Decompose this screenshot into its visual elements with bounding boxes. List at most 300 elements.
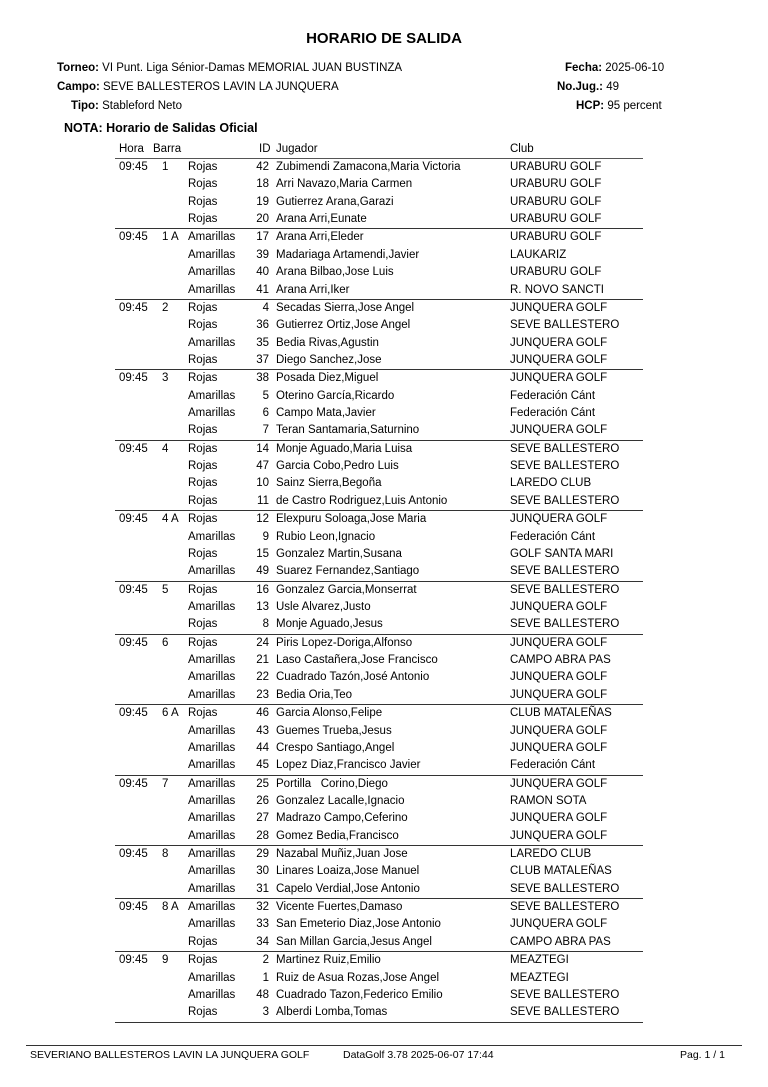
table-row (115, 159, 643, 176)
tee-cell: Rojas (188, 935, 218, 948)
tee-cell: Amarillas (188, 654, 236, 667)
barra-cell: 8 A (162, 901, 179, 914)
club-cell: SEVE BALLESTERO (510, 460, 620, 473)
tee-cell: Rojas (188, 178, 218, 191)
id-cell: 25 (256, 777, 269, 790)
id-cell: 14 (256, 442, 269, 455)
tee-cell: Amarillas (188, 971, 236, 984)
table-row (115, 300, 643, 317)
club-cell: JUNQUERA GOLF (510, 636, 608, 649)
table-row (115, 282, 643, 299)
barra-cell: 6 (162, 636, 169, 649)
table-row (115, 934, 643, 951)
id-cell: 36 (256, 319, 269, 332)
club-cell: URABURU GOLF (510, 178, 602, 191)
nojug-value: 49 (606, 81, 619, 93)
tee-cell: Rojas (188, 707, 218, 720)
tee-group (115, 846, 643, 899)
col-club: Club (510, 143, 534, 155)
tee-cell: Amarillas (188, 389, 236, 402)
player-name-cell: Monje Aguado,Maria Luisa (276, 442, 413, 455)
id-cell: 17 (256, 231, 269, 244)
id-cell: 18 (256, 178, 269, 191)
tee-cell: Amarillas (188, 530, 236, 543)
player-name-cell: Laso Castañera,Jose Francisco (276, 654, 438, 667)
table-row (115, 776, 643, 793)
tee-cell: Amarillas (188, 248, 236, 261)
table-row (115, 405, 643, 422)
tee-group (115, 705, 643, 775)
hora-cell: 09:45 (119, 161, 148, 173)
table-row (115, 599, 643, 616)
player-name-cell: Campo Mata,Javier (276, 407, 376, 420)
barra-cell: 1 A (162, 231, 179, 244)
club-cell: JUNQUERA GOLF (510, 688, 608, 701)
id-cell: 48 (256, 988, 269, 1001)
tee-cell: Amarillas (188, 565, 236, 578)
tee-cell: Amarillas (188, 336, 236, 349)
tee-cell: Amarillas (188, 865, 236, 878)
table-row (115, 194, 643, 211)
tee-cell: Amarillas (188, 918, 236, 931)
club-cell: SEVE BALLESTERO (510, 1006, 620, 1019)
barra-cell: 2 (162, 301, 169, 314)
club-cell: Federación Cánt (510, 389, 596, 402)
hcp-value: 95 percent (607, 100, 662, 112)
player-name-cell: Cuadrado Tazón,José Antonio (276, 671, 430, 684)
id-cell: 24 (256, 636, 269, 649)
table-row (115, 441, 643, 458)
player-name-cell: Alberdi Lomba,Tomas (276, 1006, 388, 1019)
id-cell: 49 (256, 565, 269, 578)
tee-cell: Amarillas (188, 829, 236, 842)
id-cell: 29 (256, 848, 269, 861)
table-row (115, 352, 643, 369)
player-name-cell: Crespo Santiago,Angel (276, 741, 395, 754)
tee-cell: Amarillas (188, 882, 236, 895)
barra-cell: 7 (162, 777, 169, 790)
club-cell: SEVE BALLESTERO (510, 583, 620, 596)
table-header (115, 142, 643, 159)
player-name-cell: Gonzalez Martin,Susana (276, 547, 402, 560)
table-row (115, 475, 643, 492)
table-row (115, 810, 643, 827)
id-cell: 44 (256, 741, 269, 754)
hora-cell: 09:45 (119, 513, 148, 526)
player-name-cell: Gutierrez Arana,Garazi (276, 195, 394, 208)
table-row (115, 740, 643, 757)
table-row (115, 757, 643, 774)
club-cell: LAREDO CLUB (510, 848, 592, 861)
id-cell: 31 (256, 882, 269, 895)
club-cell: JUNQUERA GOLF (510, 372, 608, 385)
tee-cell: Amarillas (188, 283, 236, 296)
col-hora: Hora (119, 143, 144, 155)
player-name-cell: Madrazo Campo,Ceferino (276, 812, 408, 825)
tee-cell: Rojas (188, 301, 218, 314)
footer-divider (26, 1045, 742, 1046)
club-cell: LAREDO CLUB (510, 477, 592, 490)
club-cell: CAMPO ABRA PAS (510, 935, 611, 948)
tee-cell: Amarillas (188, 741, 236, 754)
tee-cell: Rojas (188, 372, 218, 385)
table-row (115, 422, 643, 439)
club-cell: URABURU GOLF (510, 195, 602, 208)
barra-cell: 9 (162, 954, 169, 967)
club-cell: Federación Cánt (510, 530, 596, 543)
id-cell: 9 (262, 530, 269, 543)
tee-cell: Amarillas (188, 600, 236, 613)
table-row (115, 176, 643, 193)
tee-cell: Rojas (188, 477, 218, 490)
tee-group (115, 952, 643, 1022)
table-row (115, 863, 643, 880)
table-row (115, 687, 643, 704)
table-row (115, 987, 643, 1004)
tee-cell: Rojas (188, 547, 218, 560)
start-times-table (115, 142, 643, 1023)
player-name-cell: Suarez Fernandez,Santiago (276, 565, 420, 578)
table-row (115, 705, 643, 722)
club-cell: Federación Cánt (510, 407, 596, 420)
tee-cell: Rojas (188, 353, 218, 366)
nojug-line (557, 81, 619, 93)
campo-line (57, 81, 339, 93)
player-name-cell: Vicente Fuertes,Damaso (276, 901, 403, 914)
tipo-line (71, 100, 182, 112)
club-cell: JUNQUERA GOLF (510, 336, 608, 349)
barra-cell: 3 (162, 372, 169, 385)
campo-label: Campo: (57, 81, 100, 93)
tee-cell: Rojas (188, 583, 218, 596)
tee-cell: Rojas (188, 460, 218, 473)
id-cell: 47 (256, 460, 269, 473)
barra-cell: 4 A (162, 513, 179, 526)
hora-cell: 09:45 (119, 301, 148, 314)
barra-cell: 6 A (162, 707, 179, 720)
player-name-cell: Cuadrado Tazon,Federico Emilio (276, 988, 443, 1001)
id-cell: 46 (256, 707, 269, 720)
table-row (115, 635, 643, 652)
player-name-cell: Gonzalez Lacalle,Ignacio (276, 794, 405, 807)
tee-group (115, 899, 643, 952)
player-name-cell: Oterino García,Ricardo (276, 389, 395, 402)
tee-group (115, 441, 643, 511)
tee-group (115, 229, 643, 299)
player-name-cell: Arana Arri,Eleder (276, 231, 364, 244)
id-cell: 19 (256, 195, 269, 208)
tee-cell: Amarillas (188, 724, 236, 737)
id-cell: 15 (256, 547, 269, 560)
club-cell: GOLF SANTA MARI (510, 547, 614, 560)
hora-cell: 09:45 (119, 583, 148, 596)
table-row (115, 458, 643, 475)
tee-cell: Rojas (188, 954, 218, 967)
hora-cell: 09:45 (119, 231, 148, 244)
fecha-value: 2025-06-10 (605, 62, 665, 74)
id-cell: 20 (256, 213, 269, 226)
club-cell: JUNQUERA GOLF (510, 829, 608, 842)
club-cell: CAMPO ABRA PAS (510, 654, 611, 667)
id-cell: 42 (256, 161, 269, 173)
hora-cell: 09:45 (119, 901, 148, 914)
tee-cell: Rojas (188, 424, 218, 437)
club-cell: URABURU GOLF (510, 231, 602, 244)
player-name-cell: Arri Navazo,Maria Carmen (276, 178, 413, 191)
player-name-cell: Garcia Alonso,Felipe (276, 707, 383, 720)
player-name-cell: Secadas Sierra,Jose Angel (276, 301, 415, 314)
id-cell: 1 (262, 971, 269, 984)
id-cell: 22 (256, 671, 269, 684)
tee-group (115, 159, 643, 229)
club-cell: URABURU GOLF (510, 213, 602, 226)
col-id: ID (259, 143, 271, 155)
id-cell: 37 (256, 353, 269, 366)
id-cell: 34 (256, 935, 269, 948)
table-row (115, 916, 643, 933)
fecha-label: Fecha: (565, 62, 603, 74)
id-cell: 10 (256, 477, 269, 490)
table-row (115, 370, 643, 387)
tee-cell: Amarillas (188, 777, 236, 790)
hora-cell: 09:45 (119, 777, 148, 790)
table-row (115, 970, 643, 987)
club-cell: SEVE BALLESTERO (510, 882, 620, 895)
club-cell: JUNQUERA GOLF (510, 600, 608, 613)
player-name-cell: Gomez Bedia,Francisco (276, 829, 399, 842)
table-row (115, 828, 643, 845)
tee-group (115, 582, 643, 635)
id-cell: 35 (256, 336, 269, 349)
hora-cell: 09:45 (119, 954, 148, 967)
club-cell: SEVE BALLESTERO (510, 319, 620, 332)
torneo-line (57, 62, 402, 74)
table-row (115, 846, 643, 863)
player-name-cell: Gutierrez Ortiz,Jose Angel (276, 319, 411, 332)
tee-group (115, 776, 643, 846)
player-name-cell: San Emeterio Diaz,Jose Antonio (276, 918, 441, 931)
club-cell: RAMON SOTA (510, 794, 587, 807)
tee-group (115, 370, 643, 440)
player-name-cell: Monje Aguado,Jesus (276, 618, 383, 631)
footer-center: DataGolf 3.78 2025-06-07 17:44 (343, 1049, 494, 1061)
tipo-value: Stableford Neto (102, 100, 183, 112)
tee-cell: Rojas (188, 636, 218, 649)
player-name-cell: Nazabal Muñiz,Juan Jose (276, 848, 408, 861)
player-name-cell: Martinez Ruiz,Emilio (276, 954, 381, 967)
nojug-label: No.Jug.: (557, 81, 603, 93)
table-row (115, 952, 643, 969)
barra-cell: 5 (162, 583, 169, 596)
club-cell: SEVE BALLESTERO (510, 901, 620, 914)
tee-cell: Rojas (188, 513, 218, 526)
hora-cell: 09:45 (119, 707, 148, 720)
tee-cell: Rojas (188, 161, 218, 173)
player-name-cell: Madariaga Artamendi,Javier (276, 248, 420, 261)
club-cell: JUNQUERA GOLF (510, 812, 608, 825)
id-cell: 7 (262, 424, 269, 437)
id-cell: 26 (256, 794, 269, 807)
campo-value: SEVE BALLESTEROS LAVIN LA JUNQUERA (103, 81, 339, 93)
club-cell: JUNQUERA GOLF (510, 301, 608, 314)
club-cell: JUNQUERA GOLF (510, 741, 608, 754)
table-row (115, 229, 643, 246)
player-name-cell: de Castro Rodriguez,Luis Antonio (276, 494, 448, 507)
groups-list (115, 159, 643, 1023)
table-row (115, 881, 643, 898)
player-name-cell: Bedia Oria,Teo (276, 688, 353, 701)
id-cell: 38 (256, 372, 269, 385)
tee-cell: Rojas (188, 213, 218, 226)
club-cell: JUNQUERA GOLF (510, 353, 608, 366)
player-name-cell: Arana Bilbao,Jose Luis (276, 266, 394, 279)
barra-cell: 4 (162, 442, 169, 455)
player-name-cell: Bedia Rivas,Agustin (276, 336, 379, 349)
table-row (115, 317, 643, 334)
table-row (115, 652, 643, 669)
col-barra: Barra (153, 143, 182, 155)
player-name-cell: Piris Lopez-Doriga,Alfonso (276, 636, 413, 649)
id-cell: 6 (262, 407, 269, 420)
club-cell: MEAZTEGI (510, 954, 569, 967)
id-cell: 23 (256, 688, 269, 701)
id-cell: 39 (256, 248, 269, 261)
hcp-line (576, 100, 662, 112)
club-cell: SEVE BALLESTERO (510, 442, 620, 455)
table-row (115, 1004, 643, 1021)
id-cell: 3 (262, 1006, 269, 1019)
tee-cell: Amarillas (188, 671, 236, 684)
table-row (115, 563, 643, 580)
id-cell: 45 (256, 759, 269, 772)
table-row (115, 493, 643, 510)
club-cell: JUNQUERA GOLF (510, 777, 608, 790)
club-cell: LAUKARIZ (510, 248, 567, 261)
club-cell: SEVE BALLESTERO (510, 565, 620, 578)
table-row (115, 511, 643, 528)
player-name-cell: Ruiz de Asua Rozas,Jose Angel (276, 971, 440, 984)
tee-cell: Amarillas (188, 266, 236, 279)
club-cell: Federación Cánt (510, 759, 596, 772)
club-cell: JUNQUERA GOLF (510, 724, 608, 737)
hora-cell: 09:45 (119, 848, 148, 861)
tee-cell: Amarillas (188, 848, 236, 861)
nota-heading: NOTA: Horario de Salidas Oficial (64, 121, 258, 135)
player-name-cell: Guemes Trueba,Jesus (276, 724, 392, 737)
player-name-cell: Lopez Diaz,Francisco Javier (276, 759, 421, 772)
table-row (115, 211, 643, 228)
footer-left: SEVERIANO BALLESTEROS LAVIN LA JUNQUERA GOLF (30, 1049, 310, 1061)
tee-cell: Rojas (188, 494, 218, 507)
table-row (115, 264, 643, 281)
player-name-cell: Posada Diez,Miguel (276, 372, 379, 385)
player-name-cell: Linares Loaiza,Jose Manuel (276, 865, 420, 878)
player-name-cell: Zubimendi Zamacona,Maria Victoria (276, 161, 461, 173)
player-name-cell: Portilla Corino,Diego (276, 777, 388, 790)
club-cell: CLUB MATALEÑAS (510, 865, 612, 878)
tee-group (115, 511, 643, 581)
tee-cell: Amarillas (188, 407, 236, 420)
club-cell: JUNQUERA GOLF (510, 671, 608, 684)
club-cell: URABURU GOLF (510, 266, 602, 279)
club-cell: CLUB MATALEÑAS (510, 707, 612, 720)
club-cell: R. NOVO SANCTI (510, 283, 604, 296)
tee-group (115, 300, 643, 370)
id-cell: 40 (256, 266, 269, 279)
id-cell: 4 (262, 301, 269, 314)
id-cell: 2 (262, 954, 269, 967)
club-cell: SEVE BALLESTERO (510, 988, 620, 1001)
id-cell: 21 (256, 654, 269, 667)
club-cell: SEVE BALLESTERO (510, 618, 620, 631)
player-name-cell: Arana Arri,Iker (276, 283, 350, 296)
tee-cell: Amarillas (188, 988, 236, 1001)
id-cell: 27 (256, 812, 269, 825)
club-cell: JUNQUERA GOLF (510, 513, 608, 526)
player-name-cell: San Millan Garcia,Jesus Angel (276, 935, 432, 948)
tee-cell: Amarillas (188, 901, 236, 914)
player-name-cell: Elexpuru Soloaga,Jose Maria (276, 513, 427, 526)
tee-cell: Rojas (188, 442, 218, 455)
tee-cell: Amarillas (188, 759, 236, 772)
fecha-line (565, 62, 664, 74)
player-name-cell: Usle Alvarez,Justo (276, 600, 371, 613)
table-row (115, 529, 643, 546)
tee-cell: Rojas (188, 618, 218, 631)
table-row (115, 723, 643, 740)
club-cell: SEVE BALLESTERO (510, 494, 620, 507)
tee-cell: Rojas (188, 319, 218, 332)
player-name-cell: Garcia Cobo,Pedro Luis (276, 460, 399, 473)
club-cell: MEAZTEGI (510, 971, 569, 984)
club-cell: URABURU GOLF (510, 161, 602, 173)
hcp-label: HCP: (576, 100, 605, 112)
col-jugador: Jugador (276, 143, 318, 155)
player-name-cell: Sainz Sierra,Begoña (276, 477, 382, 490)
id-cell: 16 (256, 583, 269, 596)
tee-cell: Amarillas (188, 231, 236, 244)
table-row (115, 388, 643, 405)
id-cell: 12 (256, 513, 269, 526)
id-cell: 33 (256, 918, 269, 931)
table-row (115, 546, 643, 563)
tee-cell: Amarillas (188, 688, 236, 701)
id-cell: 41 (256, 283, 269, 296)
page-title: HORARIO DE SALIDA (306, 30, 462, 47)
hora-cell: 09:45 (119, 636, 148, 649)
id-cell: 5 (262, 389, 269, 402)
tee-cell: Rojas (188, 195, 218, 208)
table-row (115, 335, 643, 352)
player-name-cell: Gonzalez Garcia,Monserrat (276, 583, 417, 596)
hora-cell: 09:45 (119, 442, 148, 455)
player-name-cell: Arana Arri,Eunate (276, 213, 367, 226)
tee-cell: Rojas (188, 1006, 218, 1019)
tipo-label: Tipo: (71, 100, 99, 112)
id-cell: 13 (256, 600, 269, 613)
id-cell: 28 (256, 829, 269, 842)
table-row (115, 669, 643, 686)
player-name-cell: Diego Sanchez,Jose (276, 353, 382, 366)
id-cell: 43 (256, 724, 269, 737)
table-row (115, 247, 643, 264)
id-cell: 30 (256, 865, 269, 878)
barra-cell: 1 (162, 161, 169, 173)
torneo-label: Torneo: (57, 62, 99, 74)
player-name-cell: Capelo Verdial,Jose Antonio (276, 882, 420, 895)
player-name-cell: Rubio Leon,Ignacio (276, 530, 376, 543)
hora-cell: 09:45 (119, 372, 148, 385)
